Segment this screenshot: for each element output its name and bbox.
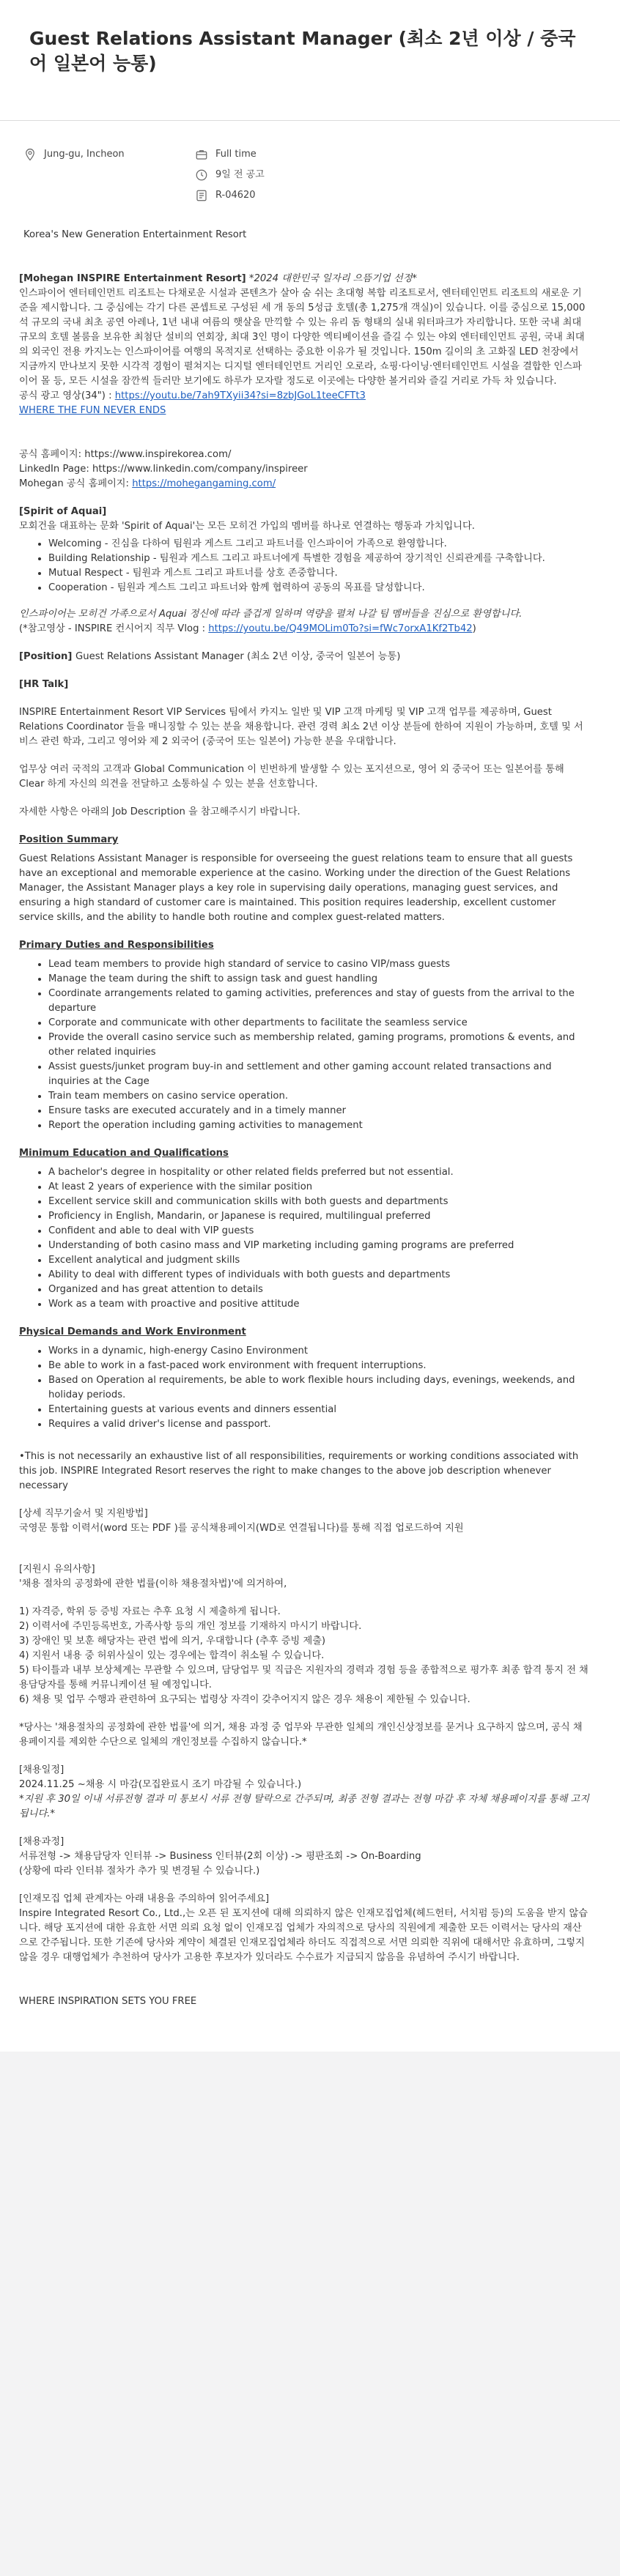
notice-heading: [지원시 유의사항] <box>19 1564 95 1575</box>
physical-title: Physical Demands and Work Environment <box>19 1326 246 1337</box>
list-item: • Requires a valid driver's license and passport. <box>48 1417 591 1432</box>
company-tagline: Korea's New Generation Entertainment Resort <box>23 229 247 240</box>
summary-text: Guest Relations Assistant Manager is responsible for overseeing the guest relations team to ensure that all guests have an exceptional and memorable experience at the casino. Working under the direction of the Guest Relations Manager, the Assistant Manager plays a key role in supervising daily operations, managing guest services, and ensuring a high standard of customer care is maintained. This position requires leadership, excellent customer service skills, and the ability to handle both routine and complex guest-related matters. <box>19 853 573 923</box>
summary-section <box>19 833 591 925</box>
duties-title: Primary Duties and Responsibilities <box>19 940 214 951</box>
list-item: • Entertaining guests at various events and dinners essential <box>48 1403 591 1417</box>
disclaimer-text: •This is not necessarily an exhaustive list of all responsibilities, requirements or working conditions associated with this job. INSPIRE Integrated Resort reserves the right to make changes to the above job description whenever necessary <box>19 1451 579 1491</box>
disclaimer <box>19 1450 591 1493</box>
deadline-heading: [채용일정] <box>19 1764 64 1775</box>
notice-intro: '채용 절차의 공정화에 관한 법률(이하 채용절차법)'에 의거하여, <box>19 1578 287 1589</box>
list-item: • At least 2 years of experience with the similar position <box>48 1180 591 1195</box>
list-item: • Be able to work in a fast-paced work environment with frequent interruptions. <box>48 1359 591 1373</box>
job-body <box>19 272 591 2009</box>
req-id-text: R-04620 <box>215 190 256 201</box>
list-item: • Proficiency in English, Mandarin, or Japanese is required, multilingual preferred <box>48 1209 591 1224</box>
summary-title: Position Summary <box>19 834 119 845</box>
qualifications-section <box>19 1146 591 1312</box>
list-item: • Coordinate arrangements related to gaming activities, preferences and stay of guests from the arrival to the departure <box>48 987 591 1016</box>
hr-talk-section <box>19 678 591 820</box>
list-item: 2) 이력서에 주민등록번호, 가족사항 등의 개인 정보를 기재하지 마시기 바랍니다. <box>19 1621 362 1632</box>
list-item: • Ability to deal with different types of individuals with both guests and departments <box>48 1268 591 1283</box>
mohegan-label: Mohegan 공식 홈페이지: <box>19 478 133 489</box>
physical-section <box>19 1325 591 1432</box>
apply-docs-text: 국영문 통합 이력서(word 또는 PDF )를 공식채용페이지(WD로 연결됩니다)를 통해 직접 업로드하여 지원 <box>19 1523 464 1534</box>
position-section <box>19 650 591 664</box>
vlog-label: (*참고영상 - INSPIRE 컨시어지 직무 Vlog : <box>19 623 209 634</box>
spirit-list <box>19 537 591 595</box>
list-item: • Mutual Respect - 팀원과 게스트 그리고 파트너를 상호 존중합니다. <box>48 566 591 581</box>
id-card-icon <box>195 189 208 202</box>
list-item: 5) 타이틀과 내부 보상체계는 무관할 수 있으며, 담당업무 및 직급은 지원자의 경력과 경험 등을 종합적으로 평가후 최종 합격 통지 전 채용담당자를 통해 커뮤니케이션 될 예정입니다. <box>19 1665 588 1690</box>
deadline-text: 2024.11.25 ~채용 시 마감(모집완료시 조기 마감될 수 있습니다.) <box>19 1779 302 1790</box>
list-item: • Building Relationship - 팀원과 게스트 그리고 파트너에게 특별한 경험을 제공하여 장기적인 신뢰관계를 구축합니다. <box>48 552 591 566</box>
ad-video-link[interactable]: https://youtu.be/7ah9TXyii34?si=8zbJGoL1teeCFTt3 <box>114 390 366 401</box>
clock-icon <box>195 168 208 182</box>
homepage-text: 공식 홈페이지: https://www.inspirekorea.com/ <box>19 449 232 460</box>
list-item: • Provide the overall casino service such as membership related, gaming programs, promotions & events, and other related inquiries <box>48 1031 591 1060</box>
list-item: 1) 자격증, 학위 등 증빙 자료는 추후 요청 시 제출하게 됩니다. <box>19 1606 281 1617</box>
hr-talk-para1: INSPIRE Entertainment Resort VIP Services 팀에서 카지노 일반 및 VIP 고객 마케팅 및 VIP 고객 업무를 제공하며, Guest Relations Coordinator 들을 매니징할 수 있는 분을 채용합니다. 관련 경력 최소 2년 이상 분들에 한하여 지원이 가능하며, 호텔 및 서비스 관련 학과, 그리고 영어와 제 2 외국어 (중국어 또는 일본어) 가능한 분을 우대합니다. <box>19 707 583 747</box>
process-text: 서류전형 -> 채용담당자 인터뷰 -> Business 인터뷰(2회 이상) -> 평판조회 -> On-Boarding <box>19 1851 421 1862</box>
job-header <box>0 0 620 120</box>
list-item: • Report the operation including gaming activities to management <box>48 1118 591 1133</box>
process-heading: [채용과정] <box>19 1836 64 1847</box>
physical-list <box>19 1344 591 1432</box>
video-label: 공식 광고 영상(34") : <box>19 390 115 401</box>
fun-never-ends-link[interactable]: WHERE THE FUN NEVER ENDS <box>19 405 166 416</box>
job-title: Guest Relations Assistant Manager (최소 2년 이상 / 중국어 일본어 능통) <box>29 28 576 74</box>
mohegan-link[interactable]: https://mohegangaming.com/ <box>132 478 276 489</box>
duties-section <box>19 938 591 1133</box>
list-item: 4) 지원서 내용 중 허위사실이 있는 경우에는 합격이 취소될 수 있습니다. <box>19 1650 325 1661</box>
list-item: • Assist guests/junket program buy-in and settlement and other gaming account related transactions and inquiries at the Cage <box>48 1060 591 1089</box>
intro-body: 인스파이어 엔터테인먼트 리조트는 다채로운 시설과 콘텐츠가 살아 숨 쉬는 초대형 복합 리조트로서, 엔터테인먼트 리조트의 새로운 기준을 제시합니다. 그 중심에는 각기 다른 콘셉트로 구성된 세 개 동의 5성급 호텔(총 1,275개 객실)이 있습니다. 이를 중심으로 15,000석 규모의 국내 최초 공연 아레나, 1년 내내 여름의 햇살을 만끽할 수 있는 유리 돔 형태의 실내 워터파크가 자리합니다. 또한 국내 최대 규모의 호텔 볼룸을 보유한 최첨단 설비의 연회장, 최대 3인 명이 다양한 엑티베이션을 즐길 수 있는 야외 엔터테인먼트 공원, 국내 최대의 외국인 전용 카지노는 인스파이어를 여행의 목적지로 선택하는 중요한 이유가 될 것입니다. 150m 길이의 초 고화질 LED 천장에서 지금까지 만나보지 못한 시각적 경험이 펼쳐지는 디지털 엔터테인먼트 거리인 오로라, 쇼핑·다이닝·엔터테인먼트 시설을 결합한 인스파이어 몰 등, 모든 시설을 잠깐씩 들러만 보기에도 하루가 모자랄 정도로 이곳에는 다양한 볼거리와 즐길 거리로 가득 차 있습니다. <box>19 288 586 387</box>
hr-talk-para3: 자세한 사항은 아래의 Job Description 을 참고해주시기 바랍니다. <box>19 806 300 817</box>
employment-type <box>191 144 265 165</box>
job-meta <box>19 144 591 206</box>
qualifications-title: Minimum Education and Qualifications <box>19 1148 229 1159</box>
list-item: 6) 채용 및 업무 수행과 관련하여 요구되는 법령상 자격이 갖추어지지 않은 경우 채용이 제한될 수 있습니다. <box>19 1694 470 1705</box>
list-item: • Understanding of both casino mass and VIP marketing including gaming programs are preferred <box>48 1239 591 1253</box>
briefcase-icon <box>195 148 208 161</box>
process-section <box>19 1835 591 1879</box>
location <box>19 144 191 165</box>
vlog-close: ) <box>472 623 476 634</box>
list-item: • Organized and has great attention to details <box>48 1283 591 1297</box>
vlog-link[interactable]: https://youtu.be/Q49MOLim0To?si=fWc7orxA1Kf2Tb42 <box>208 623 473 634</box>
job-description <box>0 121 620 2052</box>
list-item: • Manage the team during the shift to assign task and guest handling <box>48 972 591 987</box>
links-section <box>19 448 591 491</box>
intro-heading: [Mohegan INSPIRE Entertainment Resort] <box>19 273 246 284</box>
apply-docs-section <box>19 1507 591 1536</box>
spirit-section <box>19 505 591 636</box>
position-label: [Position] <box>19 651 76 662</box>
spirit-heading: [Spirit of Aquai] <box>19 506 107 517</box>
intro-section <box>19 272 591 418</box>
list-item: • Welcoming - 진심을 다하여 팀원과 게스트 그리고 파트너를 인스파이어 가족으로 환영합니다. <box>48 537 591 552</box>
linkedin-text: LinkedIn Page: https://www.linkedin.com/company/inspireer <box>19 464 308 475</box>
hr-talk-para2: 업무상 여러 국적의 고객과 Global Communication 이 빈번하게 발생할 수 있는 포지션으로, 영어 외 중국어 또는 일본어를 통해 Clear 하게 자신의 의견을 전달하고 소통하실 수 있는 분을 선호합니다. <box>19 764 564 790</box>
deadline-section <box>19 1763 591 1822</box>
deadline-note: *지원 후 30일 이내 서류전형 결과 미 통보시 서류 전형 탈락으로 간주되며, 최종 전형 결과는 전형 마감 후 자체 채용페이지를 통해 고지됩니다.* <box>19 1794 590 1819</box>
requisition-id <box>191 185 265 206</box>
list-item: • Cooperation - 팀원과 게스트 그리고 파트너와 함께 협력하여 공동의 목표를 달성합니다. <box>48 581 591 595</box>
list-item: • Train team members on casino service operation. <box>48 1089 591 1104</box>
list-item: 3) 장애인 및 보훈 해당자는 관련 법에 의거, 우대합니다 (추후 증빙 제출) <box>19 1636 326 1647</box>
spirit-intro: 모회건을 대표하는 문화 'Spirit of Aquai'는 모든 모히건 가입의 멤버를 하나로 연결하는 행동과 가치입니다. <box>19 521 475 532</box>
list-item: • Lead team members to provide high standard of service to casino VIP/mass guests <box>48 957 591 972</box>
notice-section <box>19 1562 591 1750</box>
agency-text: Inspire Integrated Resort Co., Ltd.,는 오픈 된 포지션에 대해 의뢰하지 않은 인재모집업체(헤드헌터, 서치펌 등)의 도움을 받지 않습니다. 해당 포지션에 대한 유효한 서면 의뢰 요청 없이 인재모집 업체가 자의적으로 당사의 직원에게 제출한 모든 이력서는 당사의 재산으로 간주됩니다. 또한 기존에 당사와 계약이 체결된 인재모집업체라 하더도 직접적으로 서면 의뢰한 직위에 대해서만 유효하며, 그렇지 않을 경우 대행업체가 추천하여 당사가 고용한 후보자가 있더라도 수수료가 지급되지 않음을 유념하여 주시기 바랍니다. <box>19 1908 588 1963</box>
slogan: WHERE INSPIRATION SETS YOU FREE <box>19 1996 197 2007</box>
agency-section <box>19 1892 591 1965</box>
employment-type-text: Full time <box>215 149 257 160</box>
posted-date <box>191 165 265 185</box>
list-item: • Ensure tasks are executed accurately and in a timely manner <box>48 1104 591 1118</box>
slogan-section <box>19 1994 591 2009</box>
qualifications-list <box>19 1165 591 1312</box>
list-item: • Confident and able to deal with VIP guests <box>48 1224 591 1239</box>
hr-talk-heading: [HR Talk] <box>19 679 69 690</box>
list-item: • Corporate and communicate with other departments to facilitate the seamless service <box>48 1016 591 1031</box>
position-value: Guest Relations Assistant Manager (최소 2년 이상, 중국어 일본어 능통) <box>75 651 401 662</box>
location-text: Jung-gu, Incheon <box>44 149 125 160</box>
list-item: • Excellent analytical and judgment skills <box>48 1253 591 1268</box>
apply-docs-heading: [상세 직무기술서 및 지원방법] <box>19 1508 148 1519</box>
list-item: • Excellent service skill and communication skills with both guests and departments <box>48 1195 591 1209</box>
duties-list <box>19 957 591 1133</box>
list-item: • Works in a dynamic, high-energy Casino Environment <box>48 1344 591 1359</box>
list-item: • Based on Operation al requirements, be able to work flexible hours including days, evenings, weekends, and holiday periods. <box>48 1373 591 1403</box>
list-item: • A bachelor's degree in hospitality or other related fields preferred but not essential. <box>48 1165 591 1180</box>
privacy-note: *당사는 '채용절차의 공정화에 관한 법률'에 의거, 채용 과정 중 업무와 무관한 일체의 개인신상정보를 묻거나 요구하지 않으며, 공식 채용페이지를 제외한 수단으로 일체의 개인정보를 수집하지 않습니다.* <box>19 1722 583 1748</box>
process-sub: (상황에 따라 인터뷰 절차가 추가 및 변경될 수 있습니다.) <box>19 1866 260 1877</box>
agency-heading: [인재모집 업체 관계자는 아래 내용을 주의하여 읽어주세요] <box>19 1893 270 1904</box>
location-pin-icon <box>23 148 37 161</box>
spirit-closing: 인스파이어는 모히건 가족으로서 Aquai 정신에 따라 즐겁게 일하며 역량을 펼쳐 나갈 팀 멤버들을 진심으로 환영합니다. <box>19 609 523 620</box>
posted-text: 9일 전 공고 <box>215 169 265 180</box>
list-item: • Work as a team with proactive and positive attitude <box>48 1297 591 1312</box>
intro-award: *2024 대한민국 일자리 으뜸기업 선정* <box>248 273 418 284</box>
